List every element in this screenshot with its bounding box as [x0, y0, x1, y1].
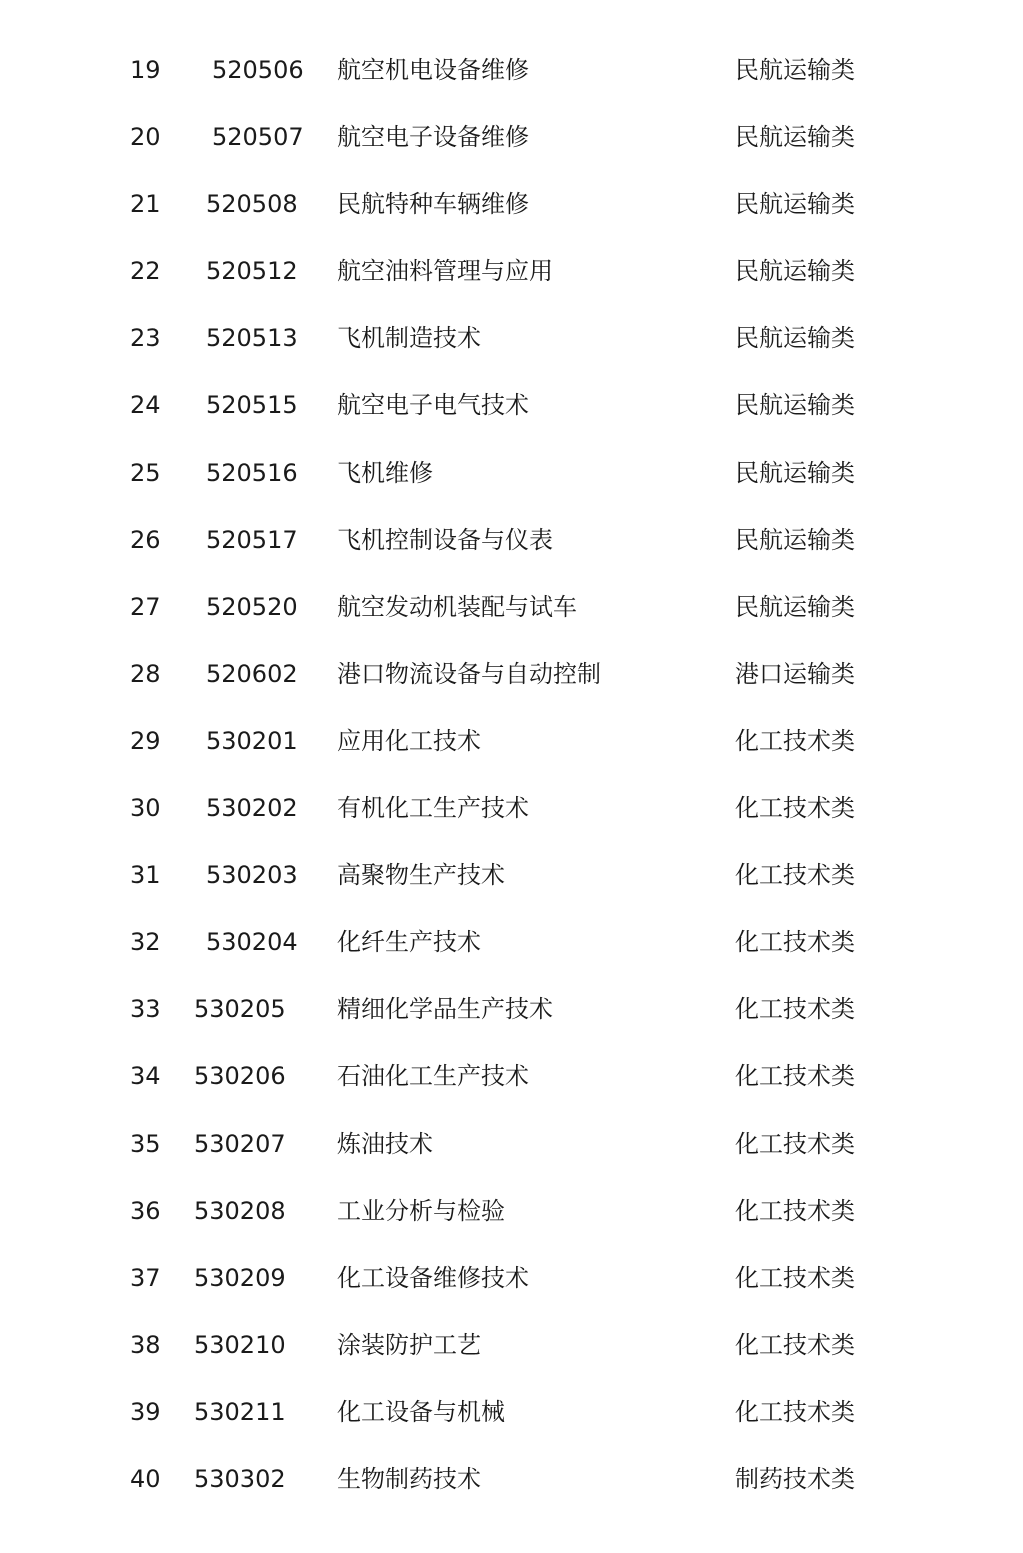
major-name: 飞机制造技术 [337, 324, 481, 353]
major-category: 民航运输类 [735, 257, 855, 286]
major-category: 制药技术类 [735, 1464, 855, 1493]
list-item [0, 976, 1023, 1043]
list-item [0, 372, 1023, 439]
list-item [0, 507, 1023, 574]
list-item [0, 708, 1023, 775]
major-code: 520602 [206, 659, 298, 688]
major-category: 化工技术类 [735, 726, 855, 755]
list-item [0, 238, 1023, 305]
major-name: 应用化工技术 [337, 726, 481, 755]
major-code: 530201 [206, 726, 298, 755]
major-name: 有机化工生产技术 [337, 794, 529, 823]
major-name: 工业分析与检验 [337, 1196, 505, 1225]
major-category: 民航运输类 [735, 190, 855, 219]
major-category: 民航运输类 [735, 56, 855, 84]
major-name: 航空油料管理与应用 [337, 257, 553, 286]
major-category: 化工技术类 [735, 928, 855, 957]
major-code: 530210 [194, 1330, 286, 1359]
major-code: 520517 [206, 525, 298, 554]
major-category: 化工技术类 [735, 1196, 855, 1225]
major-category: 民航运输类 [735, 525, 855, 554]
major-category: 民航运输类 [735, 391, 855, 420]
row-number: 35 [130, 1129, 161, 1158]
list-item [0, 1111, 1023, 1178]
row-number: 29 [130, 726, 161, 755]
major-code: 520512 [206, 257, 298, 286]
row-number: 36 [130, 1196, 161, 1225]
major-code: 520506 [212, 56, 304, 84]
row-number: 31 [130, 861, 161, 890]
major-code: 520507 [212, 123, 304, 152]
major-name: 高聚物生产技术 [337, 861, 505, 890]
major-category: 化工技术类 [735, 794, 855, 823]
major-name: 民航特种车辆维修 [337, 190, 529, 219]
major-name: 飞机控制设备与仪表 [337, 525, 553, 554]
major-name: 涂装防护工艺 [337, 1330, 481, 1359]
list-item [0, 1446, 1023, 1513]
major-code: 530208 [194, 1196, 286, 1225]
list-item [0, 1379, 1023, 1446]
major-name: 化工设备维修技术 [337, 1263, 529, 1292]
major-name: 化纤生产技术 [337, 928, 481, 957]
major-list [0, 37, 1023, 1513]
major-category: 化工技术类 [735, 1062, 855, 1091]
major-code: 530211 [194, 1397, 286, 1426]
major-category: 民航运输类 [735, 123, 855, 152]
major-code: 520520 [206, 592, 298, 621]
major-code: 520515 [206, 391, 298, 420]
list-item [0, 104, 1023, 171]
list-item [0, 171, 1023, 238]
row-number: 30 [130, 794, 161, 823]
row-number: 39 [130, 1397, 161, 1426]
row-number: 25 [130, 458, 161, 487]
major-code: 530204 [206, 928, 298, 957]
major-code: 530206 [194, 1062, 286, 1091]
major-name: 航空机电设备维修 [337, 56, 529, 84]
row-number: 34 [130, 1062, 161, 1091]
list-item [0, 1312, 1023, 1379]
row-number: 28 [130, 659, 161, 688]
major-category: 民航运输类 [735, 458, 855, 487]
major-category: 港口运输类 [735, 659, 855, 688]
row-number: 40 [130, 1464, 161, 1493]
major-code: 520508 [206, 190, 298, 219]
major-name: 港口物流设备与自动控制 [337, 659, 601, 688]
list-item [0, 909, 1023, 976]
list-item [0, 842, 1023, 909]
major-code: 520513 [206, 324, 298, 353]
list-item [0, 775, 1023, 842]
row-number: 20 [130, 123, 161, 152]
major-name: 生物制药技术 [337, 1464, 481, 1493]
row-number: 24 [130, 391, 161, 420]
major-code: 530209 [194, 1263, 286, 1292]
list-item [0, 1178, 1023, 1245]
major-name: 化工设备与机械 [337, 1397, 505, 1426]
row-number: 32 [130, 928, 161, 957]
list-item [0, 305, 1023, 372]
major-category: 民航运输类 [735, 324, 855, 353]
major-category: 化工技术类 [735, 1330, 855, 1359]
major-code: 530205 [194, 995, 286, 1024]
major-category: 化工技术类 [735, 995, 855, 1024]
row-number: 19 [130, 56, 161, 84]
row-number: 33 [130, 995, 161, 1024]
row-number: 26 [130, 525, 161, 554]
major-category: 化工技术类 [735, 1397, 855, 1426]
major-code: 520516 [206, 458, 298, 487]
row-number: 27 [130, 592, 161, 621]
list-item [0, 37, 1023, 104]
list-item [0, 1043, 1023, 1110]
major-code: 530207 [194, 1129, 286, 1158]
major-category: 化工技术类 [735, 1263, 855, 1292]
list-item [0, 440, 1023, 507]
row-number: 23 [130, 324, 161, 353]
major-category: 化工技术类 [735, 861, 855, 890]
major-category: 民航运输类 [735, 592, 855, 621]
major-name: 航空电子设备维修 [337, 123, 529, 152]
row-number: 37 [130, 1263, 161, 1292]
major-code: 530202 [206, 794, 298, 823]
row-number: 38 [130, 1330, 161, 1359]
row-number: 21 [130, 190, 161, 219]
list-item [0, 574, 1023, 641]
major-name: 精细化学品生产技术 [337, 995, 553, 1024]
major-name: 航空发动机装配与试车 [337, 592, 577, 621]
major-code: 530302 [194, 1464, 286, 1493]
list-item [0, 641, 1023, 708]
major-code: 530203 [206, 861, 298, 890]
row-number: 22 [130, 257, 161, 286]
major-name: 航空电子电气技术 [337, 391, 529, 420]
major-name: 石油化工生产技术 [337, 1062, 529, 1091]
list-item [0, 1245, 1023, 1312]
major-name: 飞机维修 [337, 458, 433, 487]
major-category: 化工技术类 [735, 1129, 855, 1158]
major-name: 炼油技术 [337, 1129, 433, 1158]
